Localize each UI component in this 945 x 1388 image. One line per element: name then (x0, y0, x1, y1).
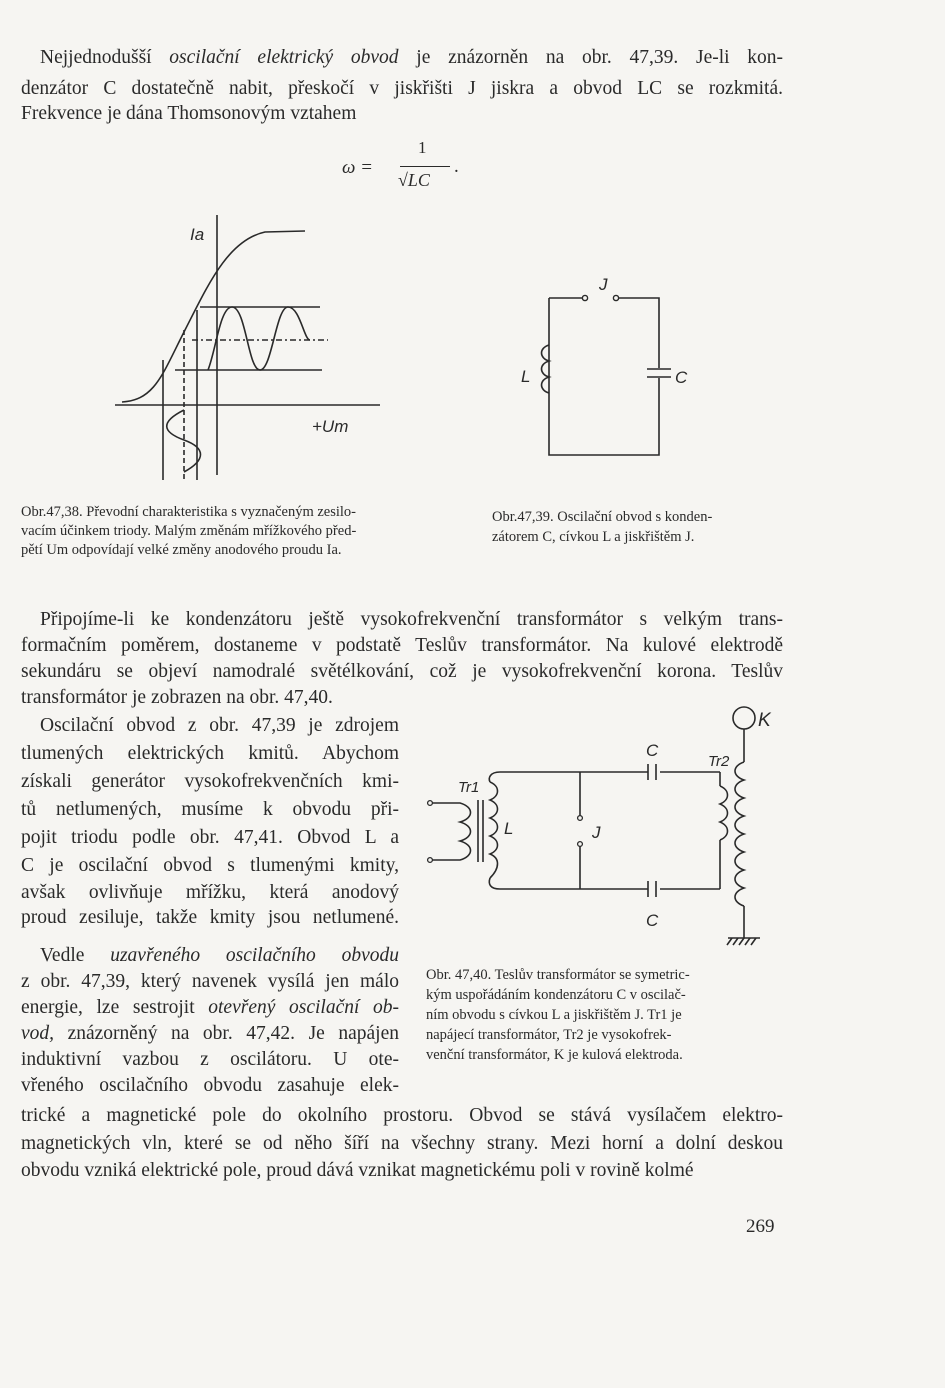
para4-text: energie, lze sestrojit (21, 997, 195, 1018)
figure-47-40-tesla-transformer (420, 700, 800, 955)
intro-line-3: Frekvence je dána Thomsonovým vztahem (21, 103, 357, 124)
sphere-electrode (733, 707, 755, 729)
term-oscillating-circuit: oscilační elektrický obvod (169, 47, 399, 68)
caption-line: zátorem C, cívkou L a jiskřištěm J. (492, 529, 695, 545)
circuit-wire (489, 772, 500, 782)
caption-47-38 (21, 503, 356, 559)
input-terminal (428, 858, 433, 863)
para4-text: znázorněný na obr. 47,42. Je napájen (67, 1023, 399, 1044)
para3-line-2: tlumených elektrických kmitů. Abychom (21, 743, 399, 764)
formula-end: . (454, 156, 459, 177)
caption-line: Obr.47,39. Oscilační obvod s konden- (492, 509, 713, 525)
caption-line: pětí Um odpovídají velké změny anodového proudu Ia. (21, 542, 342, 558)
para4-line-2: z obr. 47,39, který navenek vysílá jen málo (21, 971, 399, 992)
tesla-primary-coil (720, 786, 728, 840)
para3-line-5: pojit triodu podle obr. 47,41. Obvod L a (21, 827, 399, 848)
formula-denominator: √LC (398, 170, 430, 190)
para4-line-1 (40, 944, 399, 968)
label-c-top: C (646, 741, 659, 760)
para2-line-4: transformátor je zobrazen na obr. 47,40. (21, 687, 333, 708)
para4-line-7: trické a magnetické pole do okolního prostoru. Obvod se stává vysílačem elektro- (21, 1105, 783, 1126)
para4-line-4 (21, 1022, 399, 1046)
inductor-l-coil (490, 782, 498, 878)
caption-line: kým uspořádáním kondenzátoru C v oscilač- (426, 987, 686, 1003)
label-c: C (675, 368, 688, 387)
para3-line-8: proud zesiluje, takže kmity jsou netlumené. (21, 907, 399, 928)
secondary-coil (735, 762, 744, 906)
para3-line-3: získali generátor vysokofrekvenčních kmi- (21, 771, 399, 792)
label-um: +Um (312, 417, 349, 436)
para4-line-3 (21, 996, 399, 1020)
para3-line-4: tů netlumených, musíme k obvodu při- (21, 799, 399, 820)
caption-47-40 (426, 966, 782, 1064)
term-closed-circuit: uzavřeného oscilačního obvodu (110, 945, 399, 966)
caption-line: Obr.47,38. Převodní charakteristika s vyznačeným zesilo- (21, 504, 357, 520)
page-number: 269 (746, 1216, 775, 1237)
spark-gap-electrode (578, 816, 583, 821)
para2-line-1: Připojíme-li ke kondenzátoru ještě vysokofrekvenční transformátor s velkým trans- (40, 609, 783, 630)
caption-line: venční transformátor, K je kulová elektroda. (426, 1047, 683, 1063)
spark-gap-electrode (582, 295, 587, 300)
caption-line: napájecí transformátor, Tr2 je vysokofrek- (426, 1027, 672, 1043)
tr1-primary-coil (430, 803, 471, 860)
formula-fraction-bar (400, 166, 450, 167)
label-j: J (592, 823, 601, 842)
label-c-bottom: C (646, 911, 659, 930)
figure-47-38-characteristic (100, 210, 390, 485)
circuit-wire (489, 878, 500, 889)
label-tr2: Tr2 (708, 753, 730, 770)
para2-line-2: formačním poměrem, dostaneme v podstatě Teslův transformátor. Na kulové elektrodě (21, 635, 783, 656)
intro-line-1 (40, 46, 783, 70)
para4-line-5: induktivní vazbou z oscilátoru. U ote- (21, 1049, 399, 1070)
formula-numerator: 1 (418, 138, 427, 157)
inductor-coil (542, 345, 550, 393)
intro-line-2: denzátor C dostatečně nabit, přeskočí v jiskřišti J jiskra a obvod LC se rozkmitá. (21, 78, 783, 99)
spark-gap-electrode (613, 295, 618, 300)
circuit-wire (549, 298, 659, 455)
label-k: K (758, 710, 771, 731)
label-tr1: Tr1 (458, 779, 480, 796)
para4-line-9: obvodu vzniká elektrické pole, proud dává vznikat magnetickému poli v rovině kolmé (21, 1160, 694, 1181)
label-ia: Ia (190, 225, 205, 244)
thomson-formula (342, 140, 472, 200)
caption-47-39 (492, 508, 712, 546)
label-l: L (504, 819, 514, 838)
ground-hatch (727, 938, 756, 945)
label-j: J (599, 275, 608, 294)
para3-line-1: Oscilační obvod z obr. 47,39 je zdrojem (40, 715, 399, 736)
characteristic-curve (122, 231, 305, 402)
input-terminal (428, 801, 433, 806)
intro-text: je znázorněn na obr. 47,39. Je-li kon- (416, 47, 784, 68)
caption-line: Obr. 47,40. Teslův transformátor se symetric- (426, 967, 690, 983)
para3-line-6: C je oscilační obvod s tlumenými kmity, (21, 855, 399, 876)
para3-line-7: avšak ovlivňuje mřížku, která anodový (21, 882, 399, 903)
spark-gap-electrode (578, 842, 583, 847)
term-open-circuit: otevřený oscilační ob- (208, 997, 400, 1018)
caption-line: ním obvodu s cívkou L a jiskřištěm J. Tr1 je (426, 1007, 682, 1023)
para2-line-3: sekundáru se objeví namodralé světélkování, což je vysokofrekvenční korona. Teslův (21, 661, 783, 682)
term-open-circuit-end: vod, (21, 1023, 55, 1044)
caption-line: vacím účinkem triody. Malým změnám mřížkového před- (21, 523, 357, 539)
para4-line-6: vřeného oscilačního obvodu zasahuje elek- (21, 1075, 399, 1096)
figure-47-39-lc-circuit (515, 270, 705, 460)
intro-text: Nejjednodušší (40, 47, 152, 68)
output-sine (208, 307, 310, 370)
formula-lhs: ω = (342, 157, 373, 178)
label-l: L (521, 367, 531, 386)
para4-line-8: magnetických vln, které se od něho šíří na všechny strany. Mezi horní a dolní deskou (21, 1133, 783, 1154)
para4-text: Vedle (40, 945, 85, 966)
